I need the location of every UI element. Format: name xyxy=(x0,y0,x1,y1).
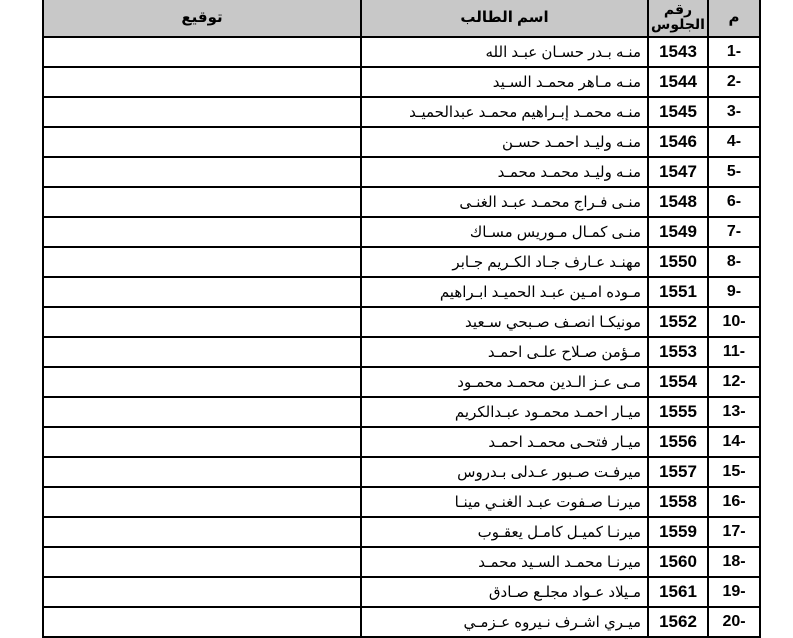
seat-number-cell: 1543 xyxy=(648,37,708,67)
seat-number-cell: 1561 xyxy=(648,577,708,607)
header-student-name: اسم الطالب xyxy=(361,0,648,37)
seat-number-cell: 1545 xyxy=(648,97,708,127)
signature-cell xyxy=(43,157,361,187)
student-name-cell: ميرنـا صـفوت عبـد الغنـي مينـا xyxy=(361,487,648,517)
seat-number-cell: 1552 xyxy=(648,307,708,337)
student-name-cell: مونيكـا انصـف صـبحي سـعيد xyxy=(361,307,648,337)
signature-cell xyxy=(43,367,361,397)
seat-number-cell: 1555 xyxy=(648,397,708,427)
student-signature-sheet xyxy=(42,0,759,631)
signature-cell xyxy=(43,427,361,457)
table-row xyxy=(43,277,760,307)
header-row xyxy=(43,0,760,37)
table-row xyxy=(43,127,760,157)
header-signature: توقيع xyxy=(43,0,361,37)
table-row xyxy=(43,457,760,487)
signature-cell xyxy=(43,337,361,367)
table-row xyxy=(43,487,760,517)
header-number: م xyxy=(708,0,760,37)
table-row xyxy=(43,217,760,247)
student-name-cell: منـه محمـد إبـراهيم محمـد عبدالحميـد xyxy=(361,97,648,127)
row-number-cell: 10- xyxy=(708,307,760,337)
signature-cell xyxy=(43,517,361,547)
signature-cell xyxy=(43,127,361,157)
row-number-cell: 11- xyxy=(708,337,760,367)
row-number-cell: 12- xyxy=(708,367,760,397)
table-row xyxy=(43,247,760,277)
table-body xyxy=(43,37,760,637)
student-name-cell: مـؤمن صـلاح علـى احمـد xyxy=(361,337,648,367)
table-row xyxy=(43,307,760,337)
row-number-cell: 16- xyxy=(708,487,760,517)
row-number-cell: 6- xyxy=(708,187,760,217)
seat-number-cell: 1551 xyxy=(648,277,708,307)
seat-number-cell: 1548 xyxy=(648,187,708,217)
signature-cell xyxy=(43,397,361,427)
seat-number-cell: 1544 xyxy=(648,67,708,97)
seat-number-cell: 1558 xyxy=(648,487,708,517)
table-row xyxy=(43,187,760,217)
student-name-cell: مـوده امـين عبـد الحميـد ابـراهيم xyxy=(361,277,648,307)
seat-number-cell: 1557 xyxy=(648,457,708,487)
row-number-cell: 15- xyxy=(708,457,760,487)
row-number-cell: 7- xyxy=(708,217,760,247)
student-name-cell: منـى فـراج محمـد عبـد الغنـى xyxy=(361,187,648,217)
signature-cell xyxy=(43,577,361,607)
seat-number-cell: 1556 xyxy=(648,427,708,457)
table-row xyxy=(43,427,760,457)
signature-cell xyxy=(43,247,361,277)
row-number-cell: 18- xyxy=(708,547,760,577)
signature-cell xyxy=(43,67,361,97)
students-table xyxy=(42,0,761,638)
student-name-cell: ميـار فتحـى محمـد احمـد xyxy=(361,427,648,457)
signature-cell xyxy=(43,307,361,337)
signature-cell xyxy=(43,607,361,637)
table-row xyxy=(43,367,760,397)
signature-cell xyxy=(43,487,361,517)
student-name-cell: مهنـد عـارف جـاد الكـريم جـابر xyxy=(361,247,648,277)
row-number-cell: 9- xyxy=(708,277,760,307)
table-row xyxy=(43,397,760,427)
table-row xyxy=(43,157,760,187)
signature-cell xyxy=(43,217,361,247)
table-row xyxy=(43,97,760,127)
table-row xyxy=(43,337,760,367)
row-number-cell: 20- xyxy=(708,607,760,637)
row-number-cell: 8- xyxy=(708,247,760,277)
seat-number-cell: 1559 xyxy=(648,517,708,547)
seat-number-cell: 1560 xyxy=(648,547,708,577)
seat-number-cell: 1553 xyxy=(648,337,708,367)
student-name-cell: مـى عـز الـدين محمـد محمـود xyxy=(361,367,648,397)
student-name-cell: ميرفـت صـبور عـدلى بـدروس xyxy=(361,457,648,487)
row-number-cell: 1- xyxy=(708,37,760,67)
seat-number-cell: 1562 xyxy=(648,607,708,637)
row-number-cell: 13- xyxy=(708,397,760,427)
student-name-cell: ميرنـا محمـد السـيد محمـد xyxy=(361,547,648,577)
row-number-cell: 19- xyxy=(708,577,760,607)
table-row xyxy=(43,577,760,607)
row-number-cell: 17- xyxy=(708,517,760,547)
student-name-cell: منـه مـاهر محمـد السـيد xyxy=(361,67,648,97)
student-name-cell: ميـار احمـد محمـود عبـدالكريم xyxy=(361,397,648,427)
table-row xyxy=(43,547,760,577)
table-row xyxy=(43,517,760,547)
seat-number-cell: 1550 xyxy=(648,247,708,277)
row-number-cell: 4- xyxy=(708,127,760,157)
student-name-cell: ميـري اشـرف نـيروه عـزمـي xyxy=(361,607,648,637)
signature-cell xyxy=(43,187,361,217)
row-number-cell: 14- xyxy=(708,427,760,457)
signature-cell xyxy=(43,37,361,67)
student-name-cell: مـيلاد عـواد مجلـع صـادق xyxy=(361,577,648,607)
student-name-cell: منـه وليـد محمـد محمـد xyxy=(361,157,648,187)
student-name-cell: ميرنـا كميـل كامـل يعقـوب xyxy=(361,517,648,547)
table-row xyxy=(43,67,760,97)
header-seat-line1: رقم xyxy=(663,1,693,17)
seat-number-cell: 1546 xyxy=(648,127,708,157)
header-seat-number xyxy=(648,0,708,37)
row-number-cell: 2- xyxy=(708,67,760,97)
student-name-cell: منـه وليـد احمـد حسـن xyxy=(361,127,648,157)
signature-cell xyxy=(43,97,361,127)
row-number-cell: 5- xyxy=(708,157,760,187)
row-number-cell: 3- xyxy=(708,97,760,127)
header-seat-line2: الجلوس xyxy=(651,16,705,32)
signature-cell xyxy=(43,457,361,487)
student-name-cell: منـى كمـال مـوريس مسـاك xyxy=(361,217,648,247)
seat-number-cell: 1549 xyxy=(648,217,708,247)
table-row xyxy=(43,37,760,67)
table-row xyxy=(43,607,760,637)
signature-cell xyxy=(43,277,361,307)
student-name-cell: منـه بـدر حسـان عبـد الله xyxy=(361,37,648,67)
signature-cell xyxy=(43,547,361,577)
seat-number-cell: 1554 xyxy=(648,367,708,397)
seat-number-cell: 1547 xyxy=(648,157,708,187)
